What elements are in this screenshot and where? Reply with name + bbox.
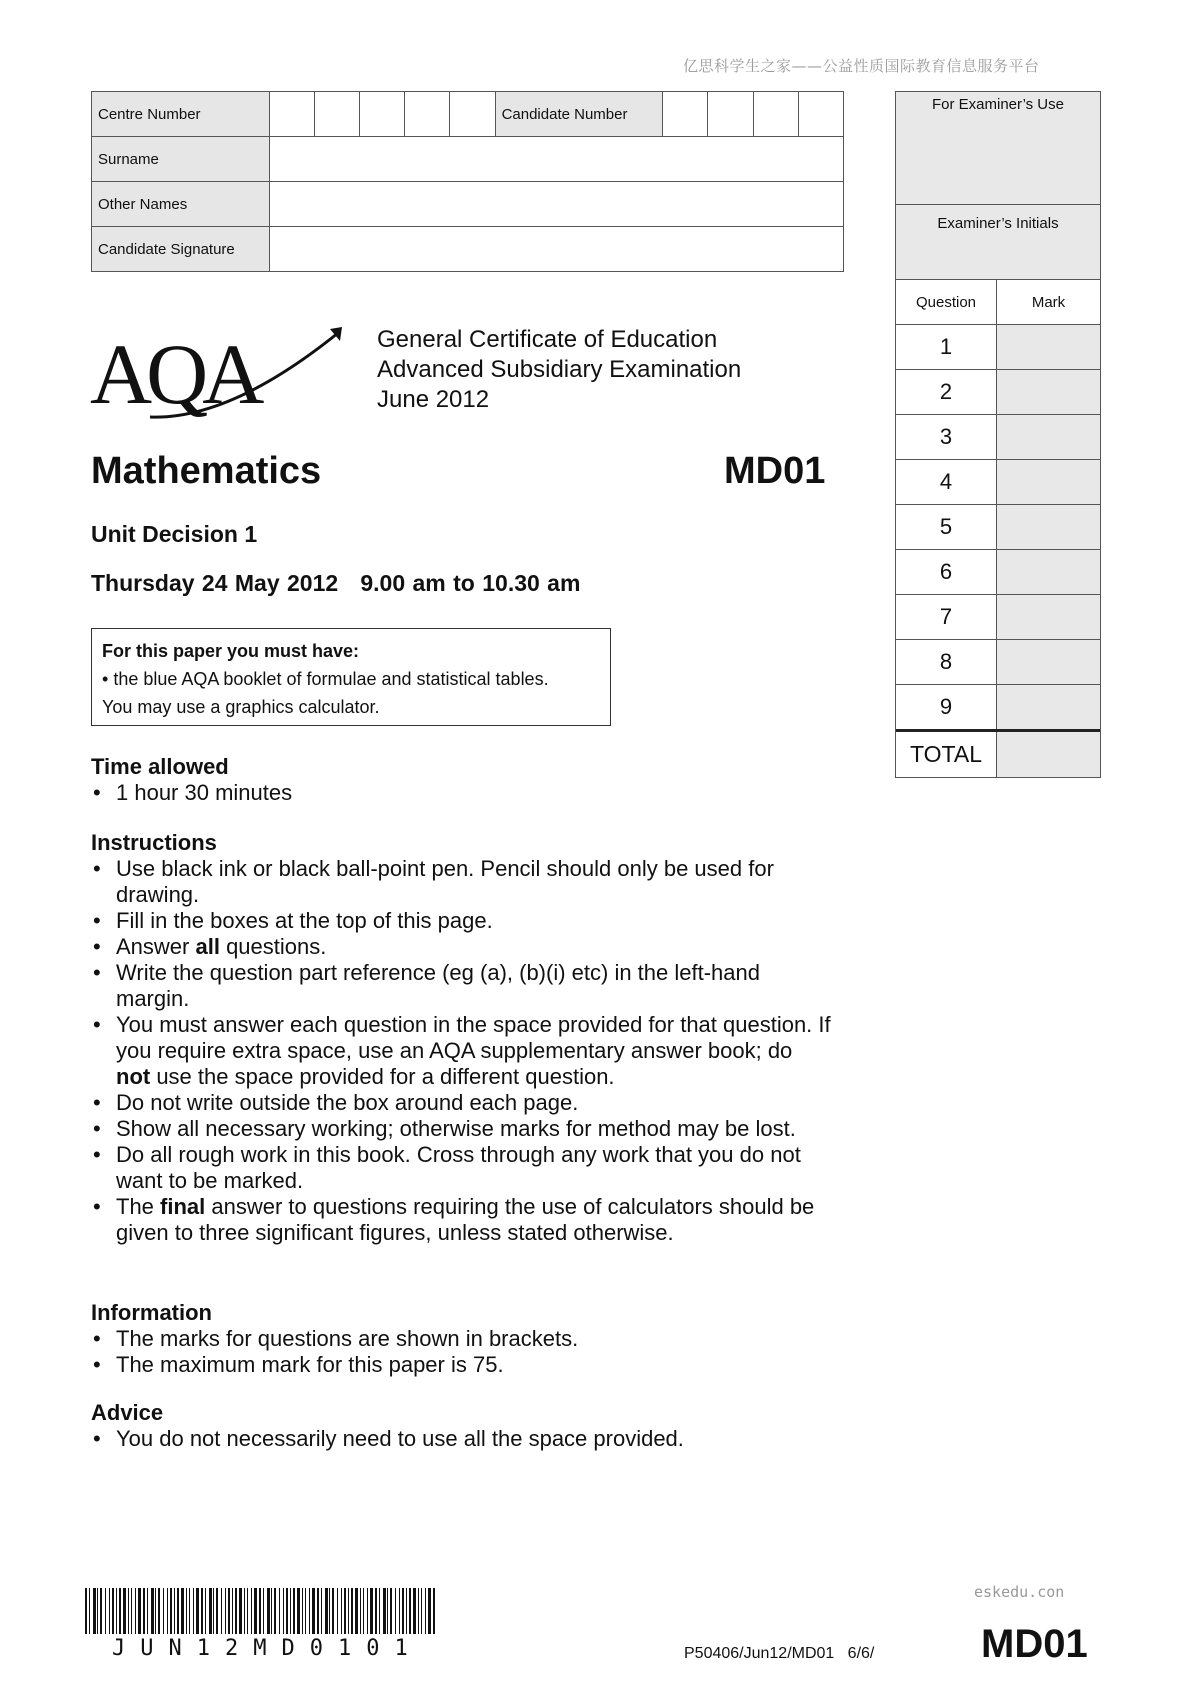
mark-cell[interactable] — [997, 640, 1101, 685]
mark-cell[interactable] — [997, 370, 1101, 415]
list-item: • Do not write outside the box around each page. — [91, 1090, 831, 1116]
watermark-bottom: eskedu.con — [974, 1583, 1065, 1601]
time-allowed-section — [91, 754, 292, 806]
section-heading: Advice — [91, 1400, 164, 1425]
mark-cell[interactable] — [997, 595, 1101, 640]
candidate-number-box[interactable] — [753, 92, 798, 137]
mark-header: Mark — [997, 280, 1101, 325]
question-number: 9 — [896, 685, 997, 731]
logo-lettering: AQA — [90, 326, 259, 422]
list-item: • Answer all questions. — [91, 934, 831, 960]
mark-cell[interactable] — [997, 415, 1101, 460]
list-item: • Fill in the boxes at the top of this page. — [91, 908, 831, 934]
list-item: • Do all rough work in this book. Cross through any work that you do not want to be marked. — [91, 1142, 831, 1194]
list-item: • You do not necessarily need to use all the space provided. — [91, 1426, 684, 1452]
requirements-box — [91, 628, 611, 726]
paper-code: MD01 — [724, 450, 826, 492]
centre-number-box[interactable] — [314, 92, 359, 137]
qualification-line: Advanced Subsidiary Examination — [377, 356, 742, 383]
list-item: • Show all necessary working; otherwise marks for method may be lost. — [91, 1116, 831, 1142]
barcode-text: JUN12MD0101 — [112, 1636, 423, 1661]
signature-label: Candidate Signature — [92, 227, 270, 272]
centre-number-box[interactable] — [405, 92, 450, 137]
section-heading: Instructions — [91, 830, 217, 855]
marks-table — [896, 280, 1100, 777]
question-number: 7 — [896, 595, 997, 640]
examiner-use-label: For Examiner’s Use — [896, 92, 1100, 205]
candidate-number-box[interactable] — [798, 92, 843, 137]
centre-number-box[interactable] — [269, 92, 314, 137]
candidate-number-box[interactable] — [663, 92, 708, 137]
list-item: • The maximum mark for this paper is 75. — [91, 1352, 578, 1378]
subject-title: Mathematics — [91, 450, 322, 492]
section-heading: Information — [91, 1300, 212, 1325]
requirements-item-text: the blue AQA booklet of formulae and statistical tables. — [113, 669, 549, 689]
list-item: • The final answer to questions requiring the use of calculators should be given to three significant figures, unless stated otherwise. — [91, 1194, 831, 1246]
total-mark-cell[interactable] — [997, 731, 1101, 778]
section-heading: Time allowed — [91, 754, 229, 779]
total-label: TOTAL — [896, 731, 997, 778]
question-number: 5 — [896, 505, 997, 550]
mark-cell[interactable] — [997, 460, 1101, 505]
instructions-section — [91, 830, 831, 1246]
watermark-top: 亿思科学生之家——公益性质国际教育信息服务平台 — [683, 57, 1040, 75]
other-names-field[interactable] — [269, 182, 843, 227]
qualification-title — [377, 325, 741, 415]
list-item: • The marks for questions are shown in brackets. — [91, 1326, 578, 1352]
mark-cell[interactable] — [997, 505, 1101, 550]
barcode — [85, 1588, 439, 1639]
mark-cell[interactable] — [997, 685, 1101, 731]
mark-cell[interactable] — [997, 550, 1101, 595]
paper-code-footer: MD01 — [981, 1622, 1088, 1666]
examiner-initials-label: Examiner’s Initials — [896, 205, 1100, 280]
question-header: Question — [896, 280, 997, 325]
list-item: • You must answer each question in the space provided for that question. If you require extra space, use an AQA supplementary answer book; do not use the space provided for a different question. — [91, 1012, 831, 1090]
candidate-number-label: Candidate Number — [495, 92, 663, 137]
aqa-logo — [90, 325, 350, 430]
exam-date: Thursday 24 May 2012 9.00 am to 10.30 am — [91, 570, 581, 596]
candidate-number-box[interactable] — [708, 92, 753, 137]
paper-reference: P50406/Jun12/MD01 6/6/ — [684, 1645, 875, 1662]
question-number: 4 — [896, 460, 997, 505]
signature-field[interactable] — [269, 227, 843, 272]
question-number: 8 — [896, 640, 997, 685]
question-number: 6 — [896, 550, 997, 595]
centre-number-box[interactable] — [360, 92, 405, 137]
qualification-line: General Certificate of Education — [377, 326, 718, 353]
question-number: 2 — [896, 370, 997, 415]
question-number: 3 — [896, 415, 997, 460]
surname-field[interactable] — [269, 137, 843, 182]
surname-label: Surname — [92, 137, 270, 182]
requirements-note: You may use a graphics calculator. — [102, 697, 380, 717]
list-item: • Write the question part reference (eg (a), (b)(i) etc) in the left-hand margin. — [91, 960, 831, 1012]
centre-number-label: Centre Number — [92, 92, 270, 137]
question-number: 1 — [896, 325, 997, 370]
list-item: • 1 hour 30 minutes — [91, 780, 292, 806]
examiner-use-box — [895, 91, 1101, 778]
unit-title: Unit Decision 1 — [91, 521, 258, 547]
requirements-item: • the blue AQA booklet of formulae and statistical tables. — [102, 669, 549, 689]
advice-section — [91, 1400, 684, 1452]
exam-series: June 2012 — [377, 386, 490, 413]
candidate-details-box — [91, 91, 844, 272]
requirements-heading: For this paper you must have: — [102, 641, 360, 661]
other-names-label: Other Names — [92, 182, 270, 227]
mark-cell[interactable] — [997, 325, 1101, 370]
list-item: • Use black ink or black ball-point pen. Pencil should only be used for drawing. — [91, 856, 831, 908]
information-section — [91, 1300, 578, 1378]
centre-number-box[interactable] — [450, 92, 495, 137]
